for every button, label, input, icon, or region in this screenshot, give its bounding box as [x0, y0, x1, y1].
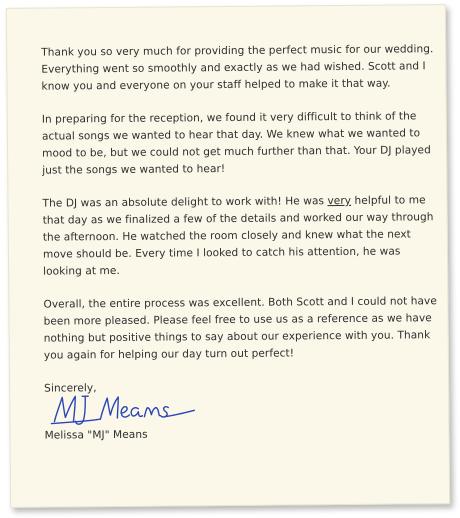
letter-body [41, 41, 439, 444]
paragraph-thanks: Thank you so very much for providing the perfect music for our wedding. Everything went so smoothly and exactly as we had wished. Scott and I know you and everyone on your staff helped to make it that way. [41, 43, 434, 93]
paragraph-dj [42, 192, 438, 280]
handwritten-signature [44, 388, 439, 425]
signer-name: Melissa "MJ" Means [44, 428, 148, 442]
signature-drawing [48, 390, 198, 427]
paragraph-dj-text-before: The DJ was an absolute delight to work with! He was [42, 195, 328, 210]
letter-paper [6, 4, 450, 508]
closing: Sincerely, [44, 382, 97, 395]
paragraph-overall: Overall, the entire process was excellent. Both Scott and I could not have been more pleased. Please feel free to use us as a reference as we have nothing but positive things to say about our experience with you. Thank you again for helping our day turn out perfect! [43, 295, 437, 362]
paragraph-reception: In preparing for the reception, we found it very difficult to think of the actual songs we wanted to hear that day. We knew what we wanted to mood to be, but we could not get much further than that. Your DJ played just the songs we wanted to hear! [41, 110, 431, 177]
paragraph-dj-text-after: helpful to me that day as we finalized a few of the details and worked our way through the afternoon. He watched the room closely and knew what the next move should be. Every time I looked to catch his attention, he was looking at me. [42, 194, 434, 278]
paragraph-dj-underlined: very [327, 194, 352, 208]
